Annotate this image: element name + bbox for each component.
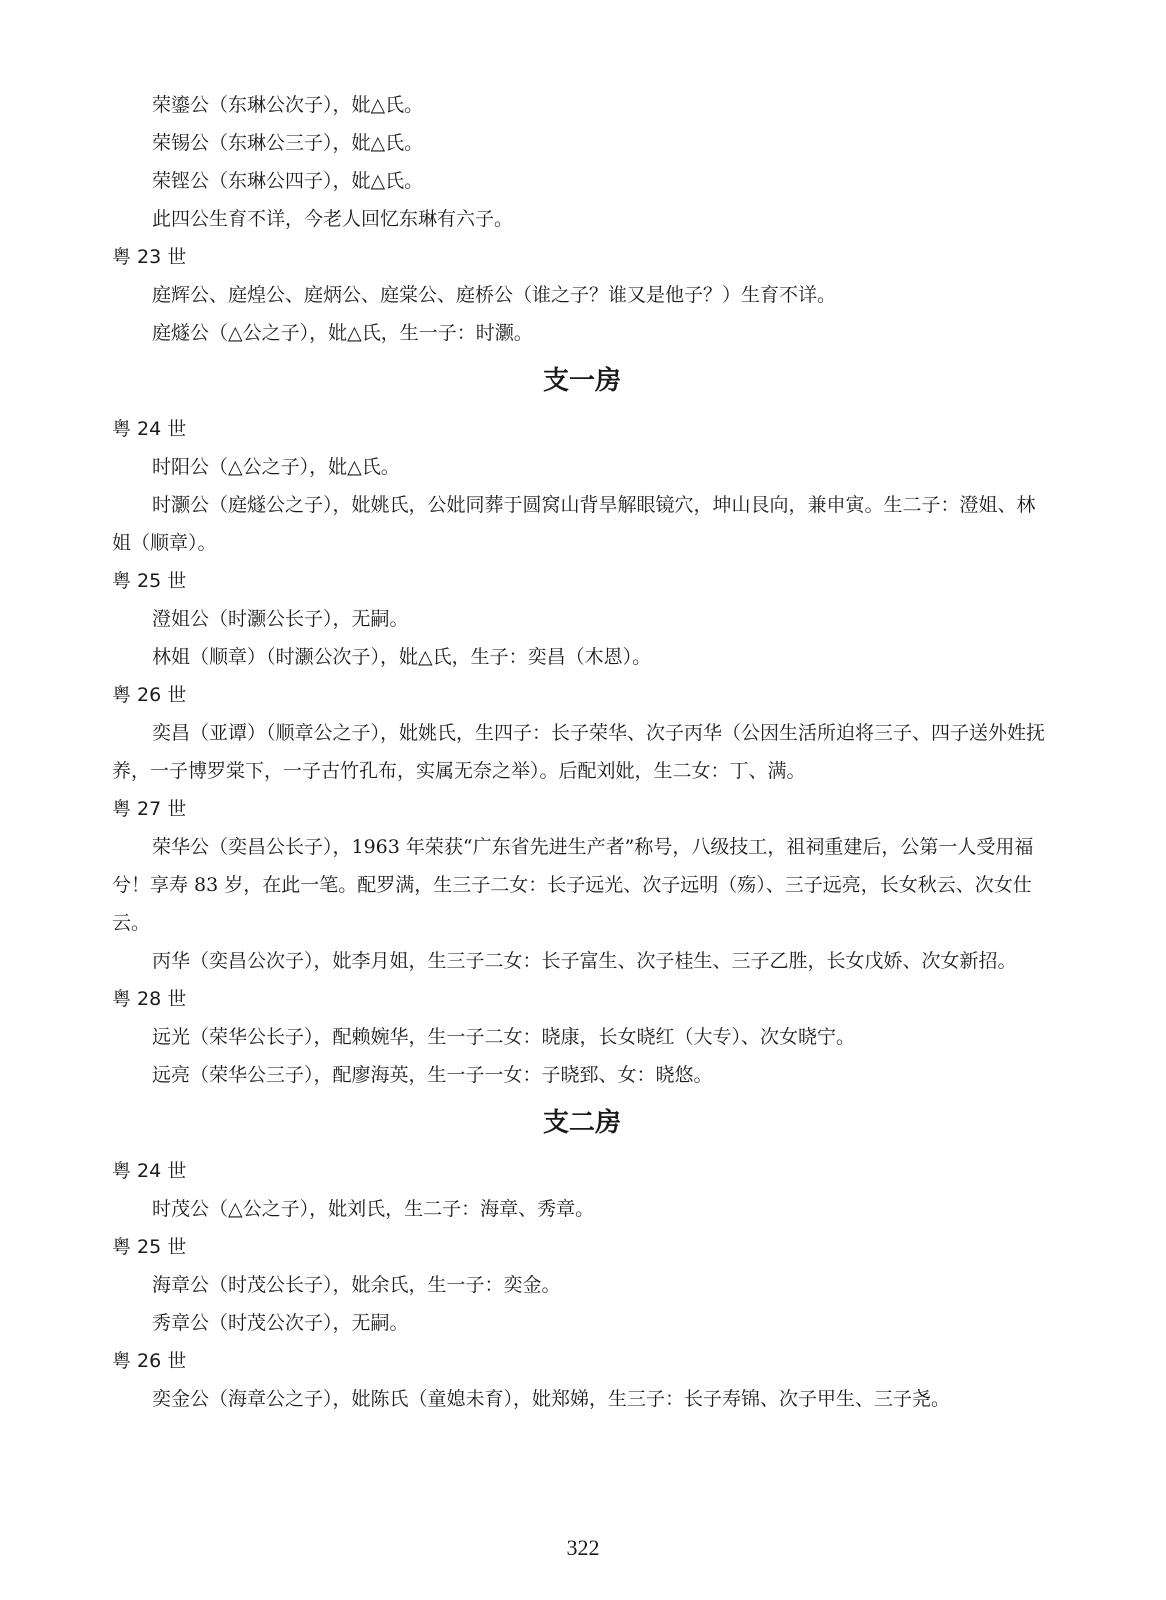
entry-paragraph: 时阳公（△公之子），妣△氏。 (152, 456, 400, 478)
entry-paragraph: 荣鎏公（东琳公次子），妣△氏。 (152, 94, 424, 116)
generation-heading: 粤 25 世 (112, 1236, 187, 1258)
generation-heading: 粤 24 世 (112, 1160, 187, 1182)
generation-heading: 粤 28 世 (112, 988, 187, 1010)
entry-paragraph: 时灏公（庭燧公之子），妣姚氏，公妣同葬于圆窝山背旱解眼镜穴，坤山艮向，兼申寅。生二子：澄姐、林姐（顺章）。 (112, 494, 1036, 554)
entry-paragraph: 林姐（顺章）（时灏公次子），妣△氏，生子：奕昌（木恩）。 (152, 646, 652, 668)
page-number: 322 (566, 1535, 600, 1560)
entry-paragraph: 时茂公（△公之子），妣刘氏，生二子：海章、秀章。 (152, 1198, 595, 1220)
entry-paragraph: 荣华公（奕昌公长子），1963 年荣获“广东省先进生产者”称号，八级技工，祖祠重建后，公第一人受用福兮！享寿 83 岁，在此一笔。配罗满，生三子二女：长子远光、次子远明（殇）、三子远亮，长女秋云、次女仕云。 (112, 836, 1034, 934)
entry-paragraph: 海章公（时茂公长子），妣余氏，生一子：奕金。 (152, 1274, 561, 1296)
entry-paragraph: 荣锡公（东琳公三子），妣△氏。 (152, 132, 424, 154)
entry-paragraph: 丙华（奕昌公次子），妣李月姐，生三子二女：长子富生、次子桂生、三子乙胜，长女戊娇、次女新招。 (152, 950, 1017, 972)
entry-paragraph: 远光（荣华公长子），配赖婉华，生一子二女：晓康，长女晓红（大专）、次女晓宁。 (152, 1026, 856, 1048)
entry-paragraph: 庭燧公（△公之子），妣△氏，生一子：时灏。 (152, 322, 533, 344)
generation-heading: 粤 25 世 (112, 570, 187, 592)
entry-paragraph: 奕金公（海章公之子），妣陈氏（童媳未育），妣郑娣，生三子：长子寿锦、次子甲生、三子尧。 (152, 1388, 951, 1410)
entry-paragraph: 奕昌（亚谭）（顺章公之子），妣姚氏，生四子：长子荣华、次子丙华（公因生活所迫将三子、四子送外姓抚养，一子博罗棠下，一子古竹孔布，实属无奈之举）。后配刘妣，生二女：丁、满。 (112, 722, 1046, 782)
branch-heading: 支一房 (542, 366, 621, 396)
generation-heading: 粤 26 世 (112, 684, 187, 706)
generation-heading: 粤 26 世 (112, 1350, 187, 1372)
entry-paragraph: 庭辉公、庭煌公、庭炳公、庭棠公、庭桥公（谁之子？谁又是他子？）生育不详。 (152, 284, 837, 306)
generation-heading: 粤 24 世 (112, 418, 187, 440)
branch-heading: 支二房 (542, 1108, 621, 1138)
genealogy-text (112, 86, 1052, 1418)
entry-paragraph: 秀章公（时茂公次子），无嗣。 (152, 1312, 409, 1334)
entry-paragraph: 澄姐公（时灏公长子），无嗣。 (152, 608, 409, 630)
generation-heading: 粤 23 世 (112, 246, 187, 268)
entry-paragraph: 此四公生育不详，今老人回忆东琳有六子。 (152, 208, 514, 230)
generation-heading: 粤 27 世 (112, 798, 187, 820)
entry-paragraph: 荣铿公（东琳公四子），妣△氏。 (152, 170, 424, 192)
entry-paragraph: 远亮（荣华公三子），配廖海英，生一子一女：子晓郅、女：晓悠。 (152, 1064, 713, 1086)
